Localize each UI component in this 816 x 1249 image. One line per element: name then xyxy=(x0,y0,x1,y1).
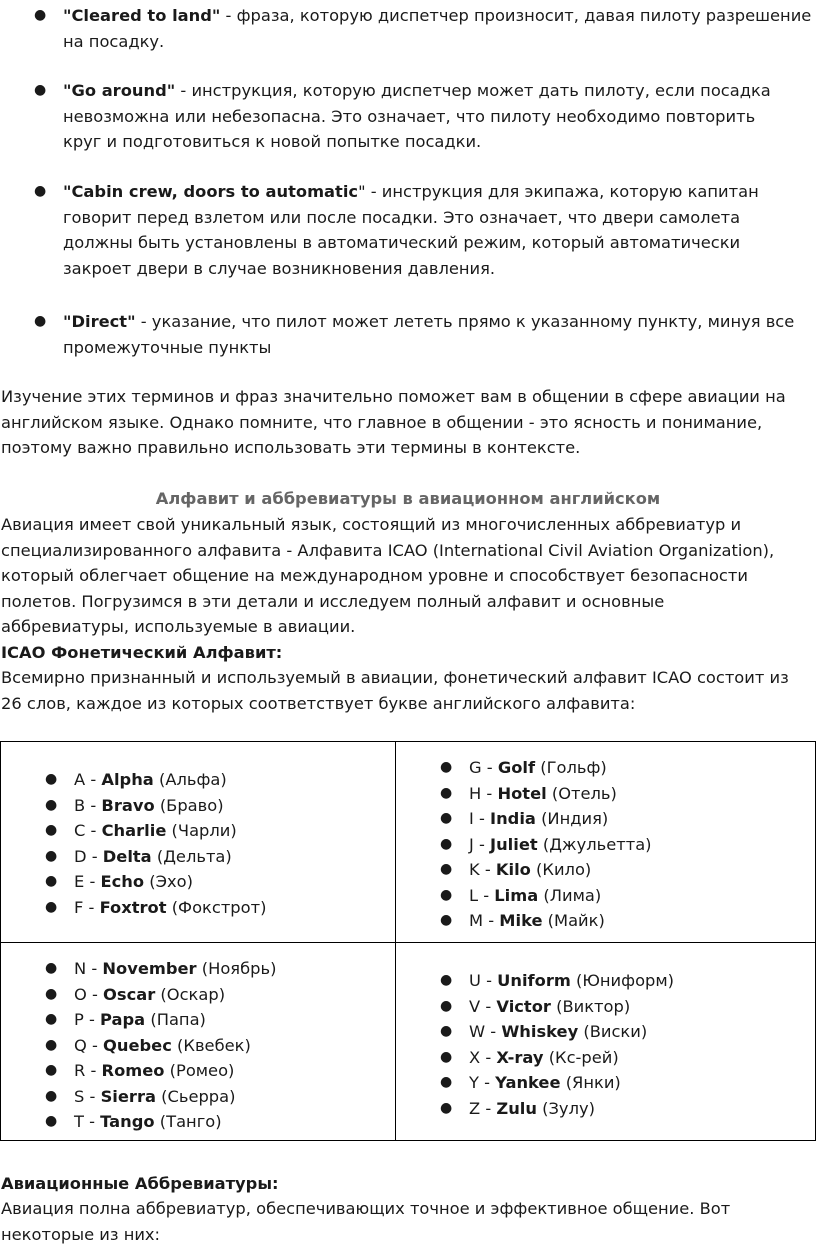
bullet-icon: ● xyxy=(440,784,453,801)
code-word: Zulu xyxy=(496,1098,537,1118)
bullet-icon: ● xyxy=(440,1048,453,1065)
letter: H - xyxy=(469,783,498,803)
code-word: Tango xyxy=(100,1112,155,1131)
bullet-icon: ● xyxy=(34,7,47,23)
translation: (Ромео) xyxy=(164,1061,235,1080)
paragraph-line: поэтому важно правильно использовать эти термины в контексте. xyxy=(1,438,581,457)
letter: K - xyxy=(469,860,496,879)
alphabet-list xyxy=(1,767,395,920)
list-item xyxy=(396,994,815,1020)
bullet-icon: ● xyxy=(45,898,58,915)
letter: E - xyxy=(74,872,101,891)
code-word: Papa xyxy=(100,1010,146,1029)
bullet-icon: ● xyxy=(45,873,58,889)
paragraph-line: специализированного алфавита - Алфавита ICAO (International Civil Aviation Organization), xyxy=(1,540,775,560)
paragraph-summary xyxy=(1,384,816,461)
list-item xyxy=(1,1084,395,1110)
code-word: Hotel xyxy=(497,783,547,803)
translation: (Виктор) xyxy=(550,996,631,1016)
bullet-icon: ● xyxy=(440,810,453,826)
code-word: Yankee xyxy=(495,1073,561,1092)
alphabet-list xyxy=(396,755,815,934)
code-word: Kilo xyxy=(495,860,531,879)
bullet-icon: ● xyxy=(45,1113,58,1129)
bullet-icon: ● xyxy=(34,183,47,199)
table-row xyxy=(1,943,816,1141)
letter: S - xyxy=(74,1086,101,1106)
letter: T - xyxy=(74,1112,101,1131)
term-description: - указание, что пилот может лететь прямо к указанному пункту, минуя все xyxy=(135,312,795,331)
abbreviations-heading: Авиационные Аббревиатуры: xyxy=(1,1174,279,1193)
paragraph-line: английском языке. Однако помните, что главное в общении - это ясность и понимание, xyxy=(1,412,763,432)
translation: (Эхо) xyxy=(144,872,193,891)
bullet-icon: ● xyxy=(440,835,453,852)
icao-heading: ICAO Фонетический Алфавит: xyxy=(1,643,283,662)
list-item xyxy=(396,781,815,807)
term-name: "Go around" xyxy=(63,81,176,100)
bullet-icon: ● xyxy=(45,847,58,864)
alphabet-list xyxy=(396,968,815,1121)
list-item xyxy=(1,844,395,870)
letter: F - xyxy=(74,897,100,917)
bullet-icon: ● xyxy=(34,313,47,329)
code-word: Lima xyxy=(494,885,539,905)
paragraph-line: Всемирно признанный и используемый в авиации, фонетический алфавит ICAO состоит из xyxy=(1,668,789,687)
bullet-icon: ● xyxy=(440,861,453,877)
translation: (Дельта) xyxy=(151,846,232,866)
translation: (Чарли) xyxy=(166,821,237,840)
bullet-icon: ● xyxy=(45,1062,58,1078)
translation: (Альфа) xyxy=(153,770,227,789)
bullet-icon: ● xyxy=(440,1099,453,1116)
term-description-line: невозможна или небезопасна. Это означает, что пилоту необходимо повторить xyxy=(63,106,756,126)
list-item xyxy=(1,1007,395,1033)
letter: B - xyxy=(74,795,102,815)
term-description: - инструкция, которую диспетчер может дать пилоту, если посадка xyxy=(175,81,771,100)
term-description-line: круг и подготовиться к новой попытке посадки. xyxy=(63,132,482,151)
translation: (Квебек) xyxy=(171,1035,251,1055)
list-item xyxy=(396,1070,815,1096)
translation: (Юниформ) xyxy=(570,971,674,990)
term-description-line: говорит перед взлетом или после посадки. Это означает, что двери самолета xyxy=(63,207,741,227)
term-name: "Cleared to land" xyxy=(63,6,221,25)
code-word: November xyxy=(102,959,197,978)
translation: (Виски) xyxy=(578,1022,648,1041)
translation: (Индия) xyxy=(535,809,609,828)
list-item xyxy=(396,968,815,994)
term-name: "Direct" xyxy=(63,312,136,331)
list-item xyxy=(1,982,395,1008)
translation: (Кило) xyxy=(530,860,592,879)
bullet-icon: ● xyxy=(440,912,453,928)
table-row xyxy=(1,742,816,943)
paragraph-line: Изучение этих терминов и фраз значительно поможет вам в общении в сфере авиации на xyxy=(1,387,786,406)
code-word: Foxtrot xyxy=(99,897,167,917)
list-item xyxy=(1,818,395,844)
translation: (Сьерра) xyxy=(155,1086,236,1106)
bullet-icon: ● xyxy=(45,960,58,976)
list-item xyxy=(396,1096,815,1122)
paragraph-line: Авиация имеет свой уникальный язык, состоящий из многочисленных аббревиатур и xyxy=(1,515,742,534)
bullet-icon: ● xyxy=(45,771,58,787)
list-item xyxy=(1,793,395,819)
code-word: Juliet xyxy=(490,834,538,854)
code-word: Delta xyxy=(102,846,152,866)
paragraph-line: аббревиатуры, используемые в авиации. xyxy=(1,617,356,636)
alphabet-table xyxy=(0,741,816,1141)
code-word: India xyxy=(490,809,536,828)
letter: X - xyxy=(469,1047,497,1067)
letter: W - xyxy=(469,1022,502,1041)
letter: P - xyxy=(74,1010,101,1029)
code-word: Alpha xyxy=(101,770,154,789)
translation: (Лима) xyxy=(538,885,602,905)
letter: C - xyxy=(74,821,102,840)
list-item xyxy=(34,309,813,360)
list-item xyxy=(1,767,395,793)
paragraph-intro xyxy=(1,512,816,640)
translation: (Браво) xyxy=(154,795,224,815)
bullet-icon: ● xyxy=(440,972,453,988)
bullet-icon: ● xyxy=(440,1074,453,1090)
code-word: Mike xyxy=(499,911,543,930)
letter: M - xyxy=(469,911,500,930)
code-word: Oscar xyxy=(103,984,156,1004)
translation: (Майк) xyxy=(542,911,605,930)
list-item xyxy=(396,755,815,781)
translation: (Ноябрь) xyxy=(196,959,277,978)
translation: (Фокстрот) xyxy=(166,897,267,917)
bullet-icon: ● xyxy=(45,822,58,838)
paragraph-icao xyxy=(1,665,816,716)
translation: (Зулу) xyxy=(536,1098,595,1118)
translation: (Танго) xyxy=(154,1112,222,1131)
list-item xyxy=(34,78,813,155)
letter: A - xyxy=(74,770,102,789)
list-item xyxy=(1,1033,395,1059)
bullet-icon: ● xyxy=(440,997,453,1014)
letter: N - xyxy=(74,959,103,978)
list-item xyxy=(1,956,395,982)
term-description-line: закроет двери в случае возникновения давления. xyxy=(63,258,496,278)
letter: V - xyxy=(469,996,497,1016)
term-name: "Cabin crew, doors to automatic xyxy=(63,182,359,201)
paragraph-line: который облегчает общение на международном уровне и способствует безопасности xyxy=(1,566,748,585)
letter: I - xyxy=(469,809,491,828)
code-word: Sierra xyxy=(100,1086,156,1106)
code-word: Echo xyxy=(100,872,145,891)
bullet-icon: ● xyxy=(34,82,47,98)
list-item xyxy=(34,3,813,54)
list-item xyxy=(396,883,815,909)
code-word: Victor xyxy=(496,996,551,1016)
bullet-icon: ● xyxy=(45,1011,58,1027)
bullet-icon: ● xyxy=(440,759,453,775)
paragraph-line: некоторые из них: xyxy=(1,1224,161,1244)
letter: J - xyxy=(469,834,491,854)
term-description-line: на посадку. xyxy=(63,31,165,51)
term-description-line: должны быть установлены в автоматический режим, который автоматически xyxy=(63,233,741,252)
code-word: Charlie xyxy=(101,821,167,840)
bullet-icon: ● xyxy=(45,796,58,813)
letter: Z - xyxy=(469,1098,497,1118)
code-word: Whiskey xyxy=(501,1022,579,1041)
table-cell xyxy=(396,742,816,943)
translation: (Гольф) xyxy=(535,758,607,777)
list-item xyxy=(396,1019,815,1045)
paragraph-line: 26 слов, каждое из которых соответствует букве английского алфавита: xyxy=(1,693,636,713)
list-item xyxy=(1,869,395,895)
list-item xyxy=(1,1058,395,1084)
list-item xyxy=(34,179,813,281)
code-word: Romeo xyxy=(101,1061,165,1080)
bullet-icon: ● xyxy=(45,1036,58,1053)
code-word: Bravo xyxy=(101,795,155,815)
letter: U - xyxy=(469,971,498,990)
list-item xyxy=(396,857,815,883)
list-item xyxy=(1,1109,395,1135)
list-item xyxy=(1,895,395,921)
bullet-icon: ● xyxy=(440,886,453,903)
letter: G - xyxy=(469,758,498,777)
letter: Y - xyxy=(469,1073,496,1092)
bullet-icon: ● xyxy=(440,1023,453,1039)
translation: (Джульетта) xyxy=(537,834,652,854)
table-cell xyxy=(1,742,396,943)
code-word: X-ray xyxy=(496,1047,544,1067)
letter: L - xyxy=(469,885,495,905)
section-heading: Алфавит и аббревиатуры в авиационном английском xyxy=(155,489,661,508)
translation: (Янки) xyxy=(560,1073,621,1092)
term-description-line: промежуточные пункты xyxy=(63,337,272,357)
list-item xyxy=(396,1045,815,1071)
term-description: - фраза, которую диспетчер произносит, давая пилоту разрешение xyxy=(220,6,812,25)
letter: R - xyxy=(74,1061,102,1080)
paragraph-line: Авиация полна аббревиатур, обеспечивающих точное и эффективное общение. Вот xyxy=(1,1199,731,1218)
letter: O - xyxy=(74,984,104,1004)
term-description: " - инструкция для экипажа, которую капитан xyxy=(358,182,759,201)
translation: (Оскар) xyxy=(155,984,226,1004)
letter: Q - xyxy=(74,1035,104,1055)
alphabet-list xyxy=(1,956,395,1135)
list-item xyxy=(396,908,815,934)
table-cell xyxy=(396,943,816,1141)
translation: (Кс-рей) xyxy=(543,1047,619,1067)
paragraph-abbreviations xyxy=(1,1196,816,1247)
code-word: Uniform xyxy=(497,971,571,990)
paragraph-line: полетов. Погрузимся в эти детали и исследуем полный алфавит и основные xyxy=(1,591,665,611)
table-cell xyxy=(1,943,396,1141)
translation: (Отель) xyxy=(546,783,617,803)
bullet-icon: ● xyxy=(45,985,58,1002)
letter: D - xyxy=(74,846,103,866)
code-word: Quebec xyxy=(103,1035,172,1055)
bullet-icon: ● xyxy=(45,1087,58,1104)
translation: (Папа) xyxy=(145,1010,206,1029)
list-item xyxy=(396,832,815,858)
code-word: Golf xyxy=(497,758,536,777)
list-item xyxy=(396,806,815,832)
